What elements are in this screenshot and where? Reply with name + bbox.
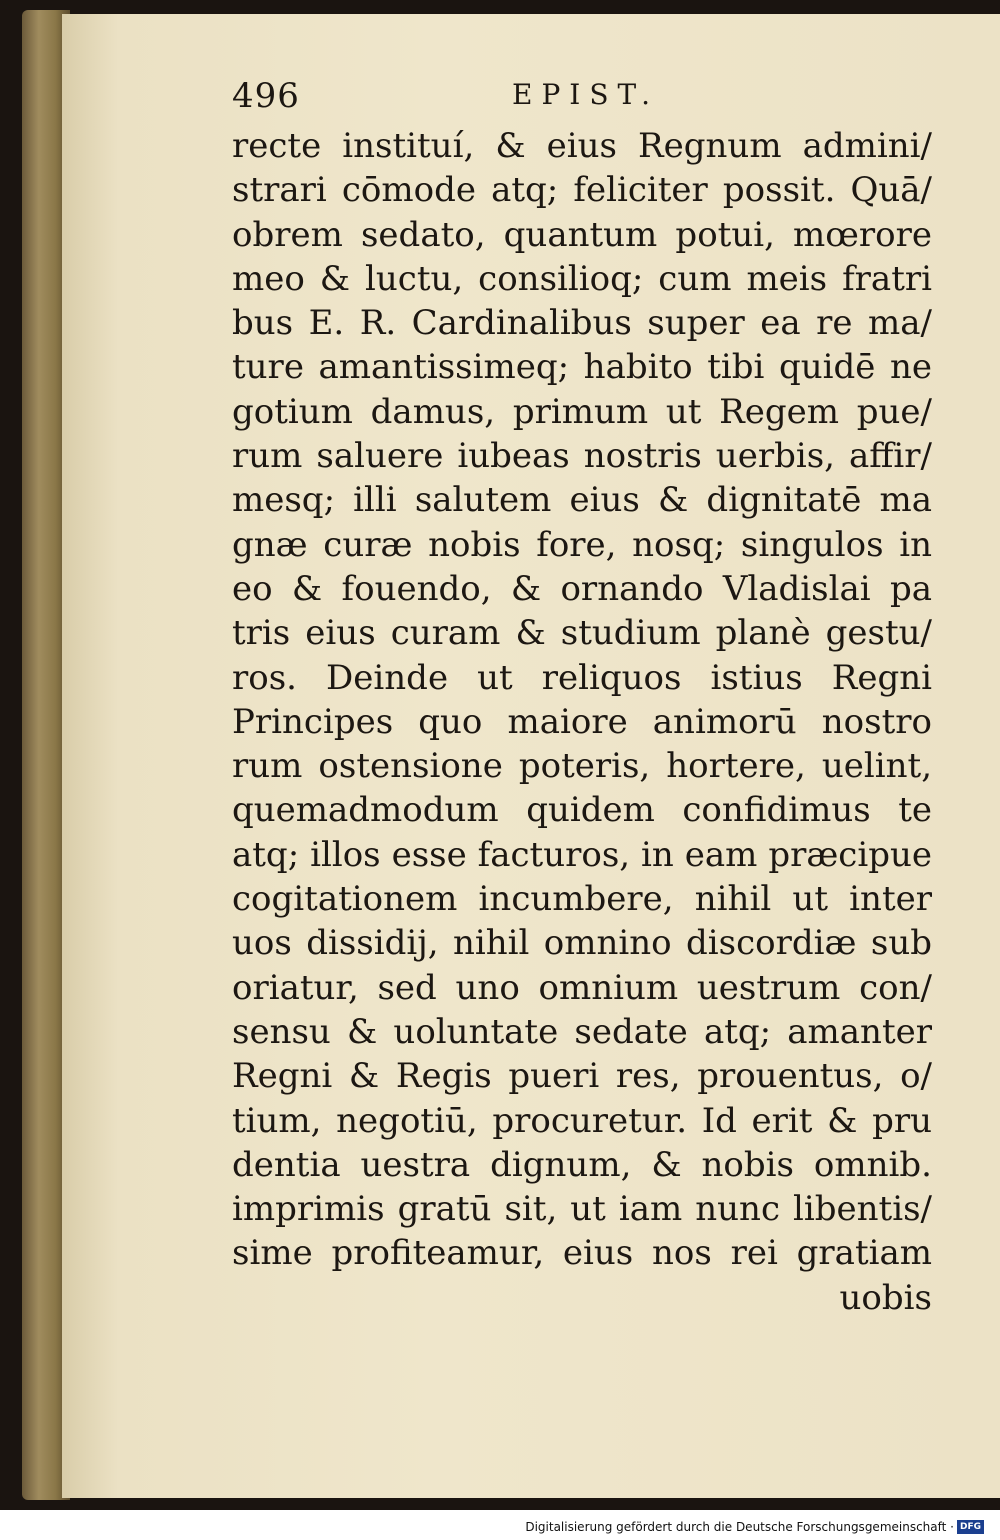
credit-text: Digitalisierung gefördert durch die Deutsche Forschungsgemeinschaft · bbox=[525, 1520, 954, 1534]
text-line: meo & luctu, consilioq; cum meis fratri bbox=[232, 258, 932, 299]
text-line: bus E. R. Cardinalibus super ea re ma/ bbox=[232, 303, 932, 344]
text-line: rum saluere iubeas nostris uerbis, affir/ bbox=[232, 436, 932, 477]
text-line: sime profiteamur, eius nos rei gratiam bbox=[232, 1233, 932, 1274]
text-line: uos dissidij, nihil omnino discordiæ sub bbox=[232, 923, 932, 964]
text-line: strari cōmode atq; feliciter possit. Quā/ bbox=[232, 170, 932, 211]
text-line: dentia uestra dignum, & nobis omnib. bbox=[232, 1144, 932, 1185]
text-line: gotium damus, primum ut Regem pue/ bbox=[232, 391, 932, 432]
text-line: cogitationem incumbere, nihil ut inter bbox=[232, 879, 932, 920]
text-line: sensu & uoluntate sedate atq; amanter bbox=[232, 1011, 932, 1052]
text-line: Regni & Regis pueri res, prouentus, o/ bbox=[232, 1056, 932, 1097]
text-line: Principes quo maiore animorū nostro bbox=[232, 701, 932, 742]
text-line: imprimis gratū sit, ut iam nunc libentis/ bbox=[232, 1189, 932, 1230]
page-header bbox=[232, 76, 932, 120]
running-head: EPIST. bbox=[512, 78, 659, 111]
text-line: eo & fouendo, & ornando Vladislai pa bbox=[232, 568, 932, 609]
dfg-logo: DFG bbox=[957, 1520, 984, 1534]
text-line: atq; illos esse facturos, in eam præcipue bbox=[232, 834, 932, 875]
text-line: quemadmodum quidem confidimus te bbox=[232, 790, 932, 831]
text-line: obrem sedato, quantum potui, mœrore bbox=[232, 214, 932, 255]
text-line: mesq; illi salutem eius & dignitatē ma bbox=[232, 480, 932, 521]
page-number: 496 bbox=[232, 76, 300, 116]
text-line: recte instituí, & eius Regnum admini/ bbox=[232, 126, 932, 166]
text-line: rum ostensione poteris, hortere, uelint, bbox=[232, 746, 932, 787]
text-line: gnæ curæ nobis fore, nosq; singulos in bbox=[232, 524, 932, 565]
catchword: uobis bbox=[839, 1277, 932, 1318]
digitization-credit bbox=[525, 1520, 984, 1534]
text-line: tium, negotiū, procuretur. Id erit & pru bbox=[232, 1100, 932, 1141]
text-line: ture amantissimeq; habito tibi quidē ne bbox=[232, 347, 932, 388]
text-line: tris eius curam & studium planè gestu/ bbox=[232, 613, 932, 654]
body-text bbox=[232, 124, 932, 1320]
text-line: oriatur, sed uno omnium uestrum con/ bbox=[232, 967, 932, 1008]
text-line: ros. Deinde ut reliquos istius Regni bbox=[232, 657, 932, 698]
